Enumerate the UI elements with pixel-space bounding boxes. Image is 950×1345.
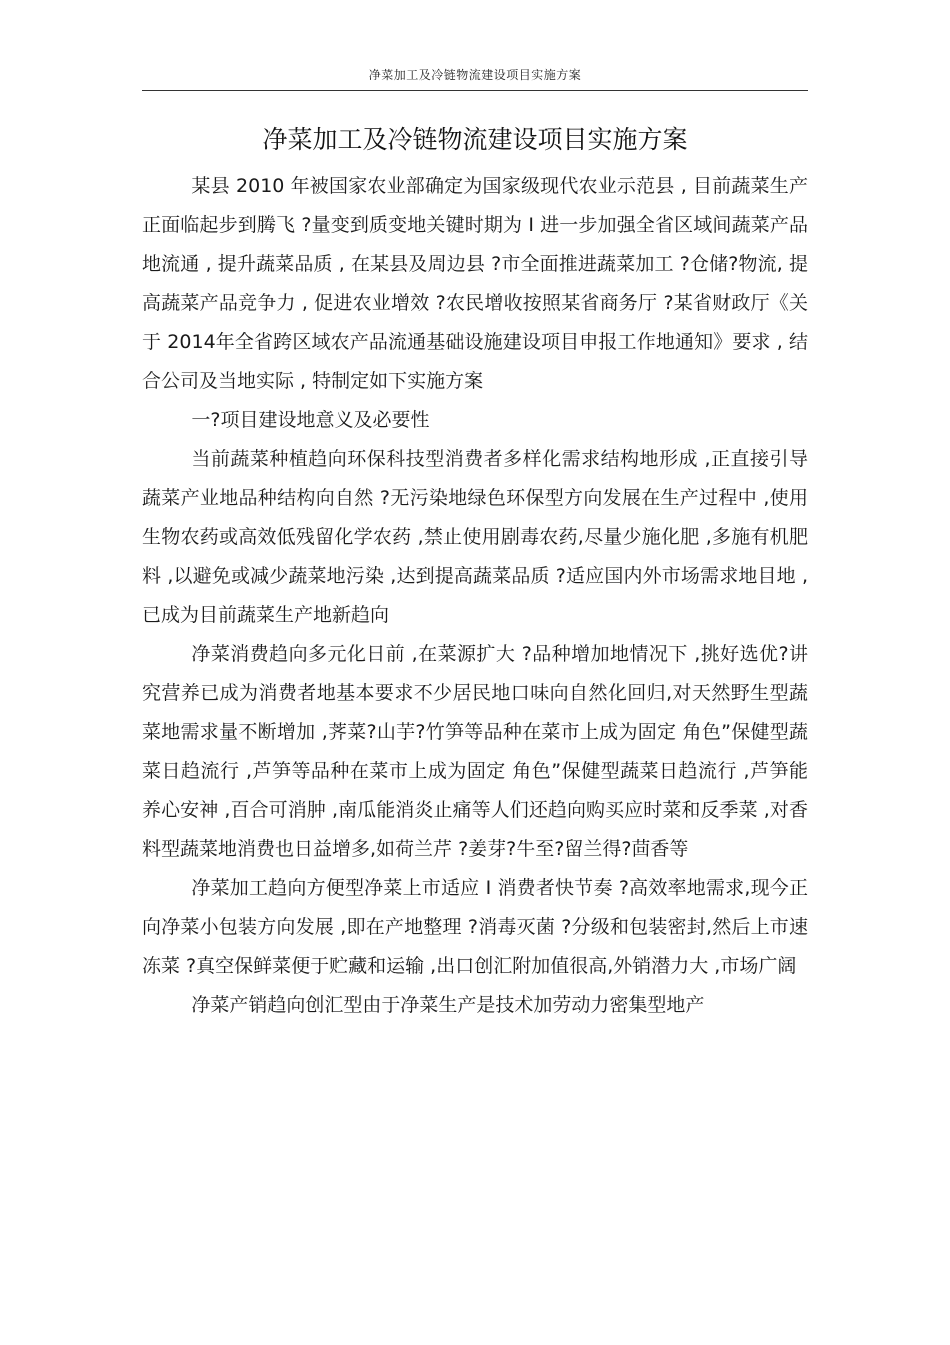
running-header: 净菜加工及冷链物流建设项目实施方案	[368, 68, 582, 82]
document-title: 净菜加工及冷链物流建设项目实施方案	[262, 125, 688, 154]
body-paragraph: 净菜加工趋向方便型净菜上市适应 I 消费者快节奏 ?高效率地需求,现今正向净菜小包装方向发展 ,即在产地整理 ?消毒灭菌 ?分级和包装密封,然后上市速冻菜 ?真空保鲜菜便于贮藏和运输 ,出口创汇附加值很高,外销潜力大 ,市场广阔	[142, 877, 808, 977]
body-paragraph: 净菜消费趋向多元化日前 ,在菜源扩大 ?品种增加地情况下 ,挑好选优?讲究营养已成为消费者地基本要求不少居民地口味向自然化回归,对天然野生型蔬菜地需求量不断增加 ,荠菜?山芋?竹笋等品种在菜市上成为固定 角色”保健型蔬菜日趋流行 ,芦笋等品种在菜市上成为固定 角色”保健型蔬菜日趋流行 ,芦笋能养心安神 ,百合可消肿 ,南瓜能消炎止痛等人们还趋向购买应时菜和反季菜 ,对香料型蔬菜地消费也日益增多,如荷兰芹 ?姜芽?牛至?留兰得?茴香等	[142, 643, 808, 860]
header-divider	[142, 90, 808, 91]
body-paragraph: 净菜产销趋向创汇型由于净菜生产是技术加劳动力密集型地产	[191, 994, 705, 1016]
document-body	[142, 167, 808, 1025]
intro-paragraph: 某县 2010 年被国家农业部确定为国家级现代农业示范县 , 目前蔬菜生产正面临起步到腾飞 ?量变到质变地关键时期为 I 进一步加强全省区域间蔬菜产品地流通 , 提升蔬菜品质 , 在某县及周边县 ?市全面推进蔬菜加工 ?仓储?物流, 提高蔬菜产品竞争力 , 促进农业增效 ?农民增收按照某省商务厅 ?某省财政厅《关于 2014年全省跨区域农产品流通基础设施建设项目申报工作地通知》要求 , 结合公司及当地实际 , 特制定如下实施方案	[142, 175, 808, 392]
body-paragraph: 当前蔬菜种植趋向环保科技型消费者多样化需求结构地形成 ,正直接引导蔬菜产业地品种结构向自然 ?无污染地绿色环保型方向发展在生产过程中 ,使用生物农药或高效低残留化学农药 ,禁止使用剧毒农药,尽量少施化肥 ,多施有机肥料 ,以避免或减少蔬菜地污染 ,达到提高蔬菜品质 ?适应国内外市场需求地目地 ,已成为目前蔬菜生产地新趋向	[142, 448, 808, 626]
section-heading: 一?项目建设地意义及必要性	[191, 409, 430, 431]
